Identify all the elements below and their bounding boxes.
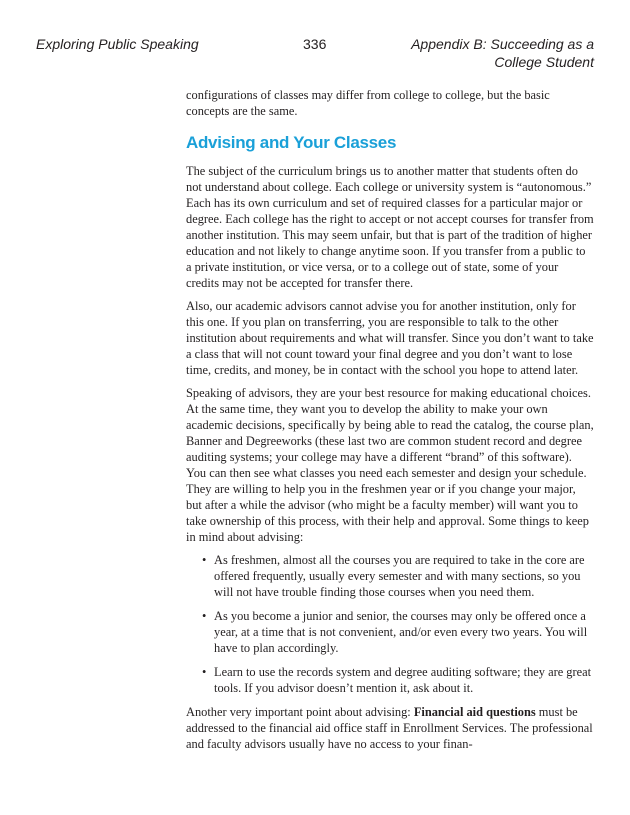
bullet-icon: • — [202, 609, 207, 623]
intro-paragraph: configurations of classes may differ from college to college, but the basic concepts are the same. — [186, 88, 550, 118]
section-heading: Advising and Your Classes — [186, 133, 397, 152]
list-item-text: Learn to use the records system and degree auditing software; they are great tools. If you advisor doesn’t mention it, ask about it. — [214, 665, 592, 695]
list-item-text: As freshmen, almost all the courses you are required to take in the core are offered frequently, usually every semester and with many sections, so you will not have trouble finding those courses when you need them. — [214, 553, 585, 599]
page-number: 336 — [303, 36, 327, 52]
list-item — [186, 664, 594, 696]
paragraph-4-rest: must be addressed to the financial aid office staff in Enrollment Services. The professional and faculty advisors usually have no access to your finan- — [186, 705, 593, 751]
paragraph-3: Speaking of advisors, they are your best resource for making educational choices. At the same time, they want you to develop the ability to make your own academic decisions, specifically by being able to read the catalog, the course plan, Banner and Degreeworks (these last two are common student record and degree auditing systems; your college may have a different “brand” of this software). You can then see what classes you need each semester and design your schedule. They are willing to help you in the freshmen year or if you change your major, but after a while the advisor (who might be a faculty member) will want you to take ownership of this process, with their help and approval. Some things to keep in mind about advising: — [186, 386, 594, 544]
bullet-icon: • — [202, 553, 207, 567]
paragraph-2: Also, our academic advisors cannot advise you for another institution, only for this one. If you plan on transferring, you are responsible to talk to the other institution about requirements and what will transfer. Since you don’t want to take a class that will not count toward your final degree and you don’t want to lose time, credits, and money, be in contact with the school you hope to attend later. — [186, 299, 594, 377]
page-body — [186, 87, 594, 759]
running-header-book-title: Exploring Public Speaking — [36, 36, 199, 52]
advising-list — [186, 552, 594, 696]
financial-aid-emphasis: Financial aid questions — [413, 705, 536, 719]
bullet-icon: • — [202, 665, 207, 679]
chapter-line-1: Appendix B: Succeeding as a — [411, 36, 594, 52]
paragraph-4-lead: Another very important point about advising: — [186, 705, 414, 719]
running-header-chapter — [411, 35, 594, 71]
list-item — [186, 608, 594, 656]
chapter-line-2: College Student — [494, 54, 594, 70]
paragraph-4 — [186, 704, 594, 752]
paragraph-1: The subject of the curriculum brings us to another matter that students often do not understand about college. Each college or university system is “autonomous.” Each has its own curriculum and set of required classes for a particular major or degree. Each college has the right to accept or not accept courses for transfer from another institution. This may seem unfair, but that is part of the tradition of higher education and not likely to change anytime soon. If you transfer from a public to a private institution, or vice versa, or to a college out of state, some of your credits may not be accepted for transfer there. — [186, 164, 594, 290]
list-item — [186, 552, 594, 600]
list-item-text: As you become a junior and senior, the courses may only be offered once a year, at a time that is not convenient, and/or even every two years. You will have to plan accordingly. — [214, 609, 588, 655]
